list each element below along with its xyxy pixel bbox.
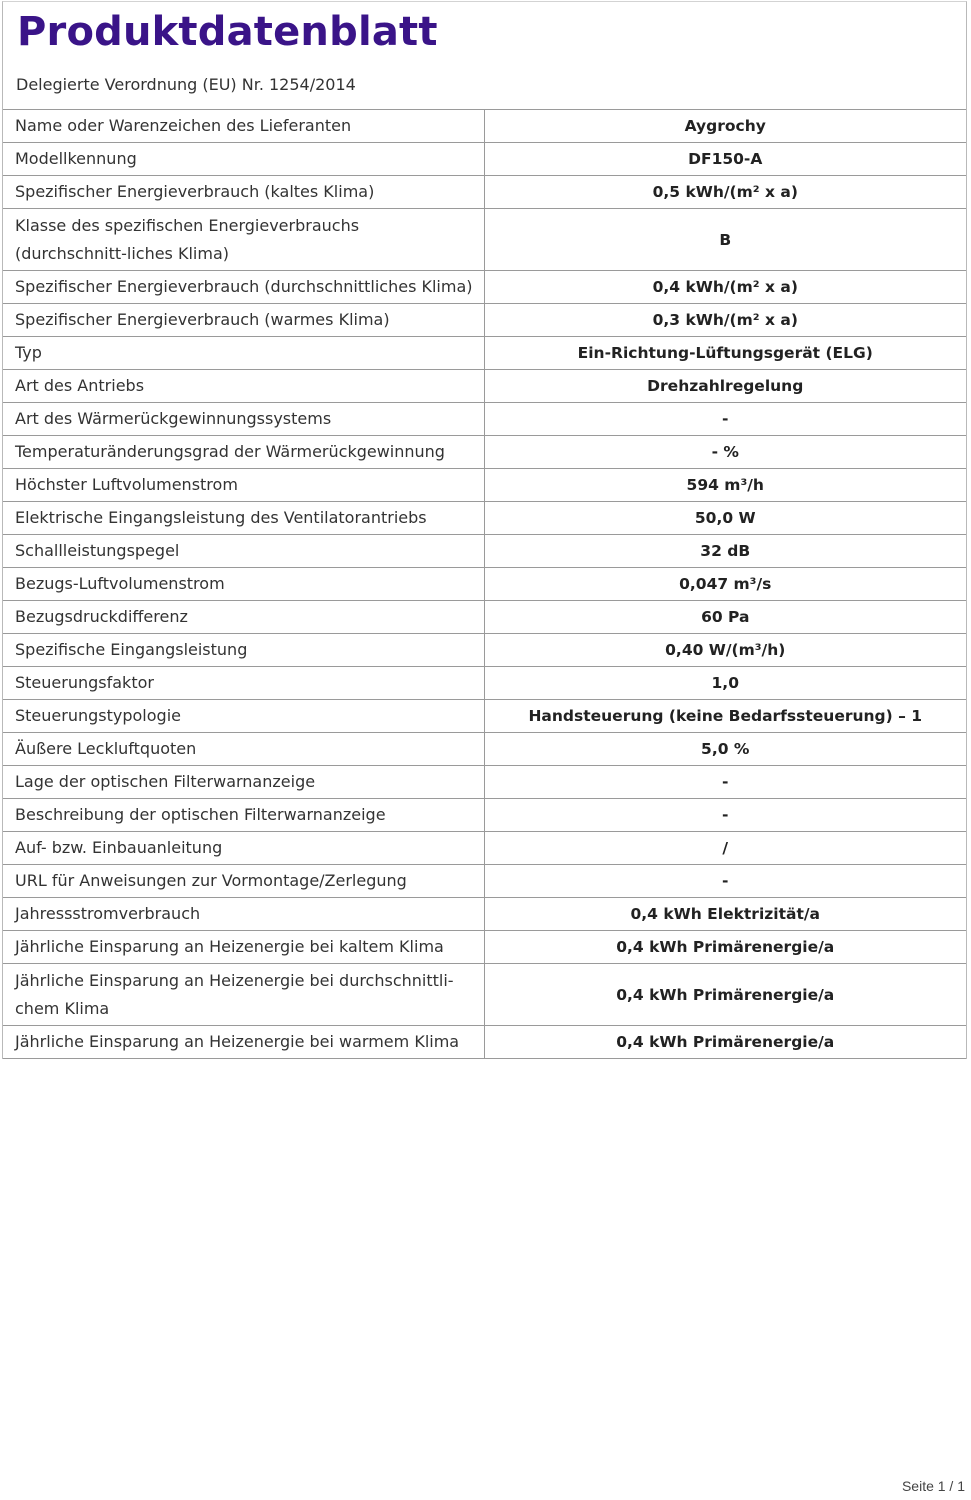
row-label: Äußere Leckluftquoten bbox=[3, 733, 484, 766]
table-row bbox=[3, 799, 966, 832]
row-label: Temperaturänderungsgrad der Wärmerückgewinnung bbox=[3, 436, 484, 469]
table-row bbox=[3, 568, 966, 601]
table-row bbox=[3, 766, 966, 799]
table-row bbox=[3, 436, 966, 469]
table-row bbox=[3, 304, 966, 337]
table-row bbox=[3, 403, 966, 436]
row-value: 0,4 kWh Primärenergie/a bbox=[484, 931, 966, 964]
table-row bbox=[3, 337, 966, 370]
row-value: 0,4 kWh Primärenergie/a bbox=[484, 964, 966, 1026]
table-row bbox=[3, 502, 966, 535]
row-label: Art des Wärmerückgewinnungssystems bbox=[3, 403, 484, 436]
row-label: Spezifische Eingangsleistung bbox=[3, 634, 484, 667]
row-label: Bezugs-Luftvolumenstrom bbox=[3, 568, 484, 601]
row-value: 60 Pa bbox=[484, 601, 966, 634]
row-value: 594 m³/h bbox=[484, 469, 966, 502]
table-row bbox=[3, 110, 966, 143]
row-value: Aygrochy bbox=[484, 110, 966, 143]
row-value: / bbox=[484, 832, 966, 865]
row-label: Elektrische Eingangsleistung des Ventilatorantriebs bbox=[3, 502, 484, 535]
table-row bbox=[3, 667, 966, 700]
row-label: Jährliche Einsparung an Heizenergie bei kaltem Klima bbox=[3, 931, 484, 964]
table-row bbox=[3, 535, 966, 568]
document-title: Produktdatenblatt bbox=[17, 9, 438, 55]
row-value: 0,4 kWh Primärenergie/a bbox=[484, 1026, 966, 1059]
row-label: Klasse des spezifischen Energieverbrauchs (durchschnitt-liches Klima) bbox=[3, 209, 484, 271]
row-value: - % bbox=[484, 436, 966, 469]
row-label: Steuerungstypologie bbox=[3, 700, 484, 733]
row-label: Typ bbox=[3, 337, 484, 370]
row-value: 0,4 kWh Elektrizität/a bbox=[484, 898, 966, 931]
row-value: Ein-Richtung-Lüftungsgerät (ELG) bbox=[484, 337, 966, 370]
row-value: - bbox=[484, 403, 966, 436]
table-row bbox=[3, 898, 966, 931]
row-value: 0,40 W/(m³/h) bbox=[484, 634, 966, 667]
row-label: Modellkennung bbox=[3, 143, 484, 176]
row-label: Höchster Luftvolumenstrom bbox=[3, 469, 484, 502]
table-row bbox=[3, 143, 966, 176]
table-row bbox=[3, 700, 966, 733]
page-number: Seite 1 / 1 bbox=[901, 1478, 965, 1494]
row-label: Spezifischer Energieverbrauch (durchschnittliches Klima) bbox=[3, 271, 484, 304]
row-value: 0,5 kWh/(m² x a) bbox=[484, 176, 966, 209]
table-row bbox=[3, 832, 966, 865]
row-label: Spezifischer Energieverbrauch (kaltes Klima) bbox=[3, 176, 484, 209]
row-value: 0,047 m³/s bbox=[484, 568, 966, 601]
row-value: 0,3 kWh/(m² x a) bbox=[484, 304, 966, 337]
row-label: Lage der optischen Filterwarnanzeige bbox=[3, 766, 484, 799]
row-value: 0,4 kWh/(m² x a) bbox=[484, 271, 966, 304]
row-value: 5,0 % bbox=[484, 733, 966, 766]
row-value: 32 dB bbox=[484, 535, 966, 568]
regulation-reference: Delegierte Verordnung (EU) Nr. 1254/2014 bbox=[16, 75, 356, 94]
row-label: Jährliche Einsparung an Heizenergie bei durchschnittli-chem Klima bbox=[3, 964, 484, 1026]
table-row bbox=[3, 931, 966, 964]
row-value: Handsteuerung (keine Bedarfssteuerung) – 1 bbox=[484, 700, 966, 733]
table-row bbox=[3, 469, 966, 502]
table-row bbox=[3, 176, 966, 209]
row-label: URL für Anweisungen zur Vormontage/Zerlegung bbox=[3, 865, 484, 898]
row-value: Drehzahlregelung bbox=[484, 370, 966, 403]
table-row bbox=[3, 733, 966, 766]
table-row bbox=[3, 209, 966, 271]
sheet-header bbox=[3, 2, 966, 110]
table-row bbox=[3, 271, 966, 304]
row-label: Beschreibung der optischen Filterwarnanzeige bbox=[3, 799, 484, 832]
row-label: Schallleistungspegel bbox=[3, 535, 484, 568]
table-row bbox=[3, 601, 966, 634]
row-label: Art des Antriebs bbox=[3, 370, 484, 403]
row-label: Name oder Warenzeichen des Lieferanten bbox=[3, 110, 484, 143]
row-value: 50,0 W bbox=[484, 502, 966, 535]
table-row bbox=[3, 865, 966, 898]
row-label: Steuerungsfaktor bbox=[3, 667, 484, 700]
spec-table bbox=[3, 110, 966, 1059]
row-label: Spezifischer Energieverbrauch (warmes Klima) bbox=[3, 304, 484, 337]
row-label: Jahressstromverbrauch bbox=[3, 898, 484, 931]
row-label: Bezugsdruckdifferenz bbox=[3, 601, 484, 634]
table-row bbox=[3, 370, 966, 403]
row-value: - bbox=[484, 865, 966, 898]
table-row bbox=[3, 964, 966, 1026]
row-value: 1,0 bbox=[484, 667, 966, 700]
table-row bbox=[3, 1026, 966, 1059]
row-label: Auf- bzw. Einbauanleitung bbox=[3, 832, 484, 865]
row-value: - bbox=[484, 766, 966, 799]
row-value: - bbox=[484, 799, 966, 832]
table-row bbox=[3, 634, 966, 667]
row-value: DF150-A bbox=[484, 143, 966, 176]
row-value: B bbox=[484, 209, 966, 271]
row-label: Jährliche Einsparung an Heizenergie bei warmem Klima bbox=[3, 1026, 484, 1059]
product-data-sheet bbox=[2, 1, 967, 1059]
